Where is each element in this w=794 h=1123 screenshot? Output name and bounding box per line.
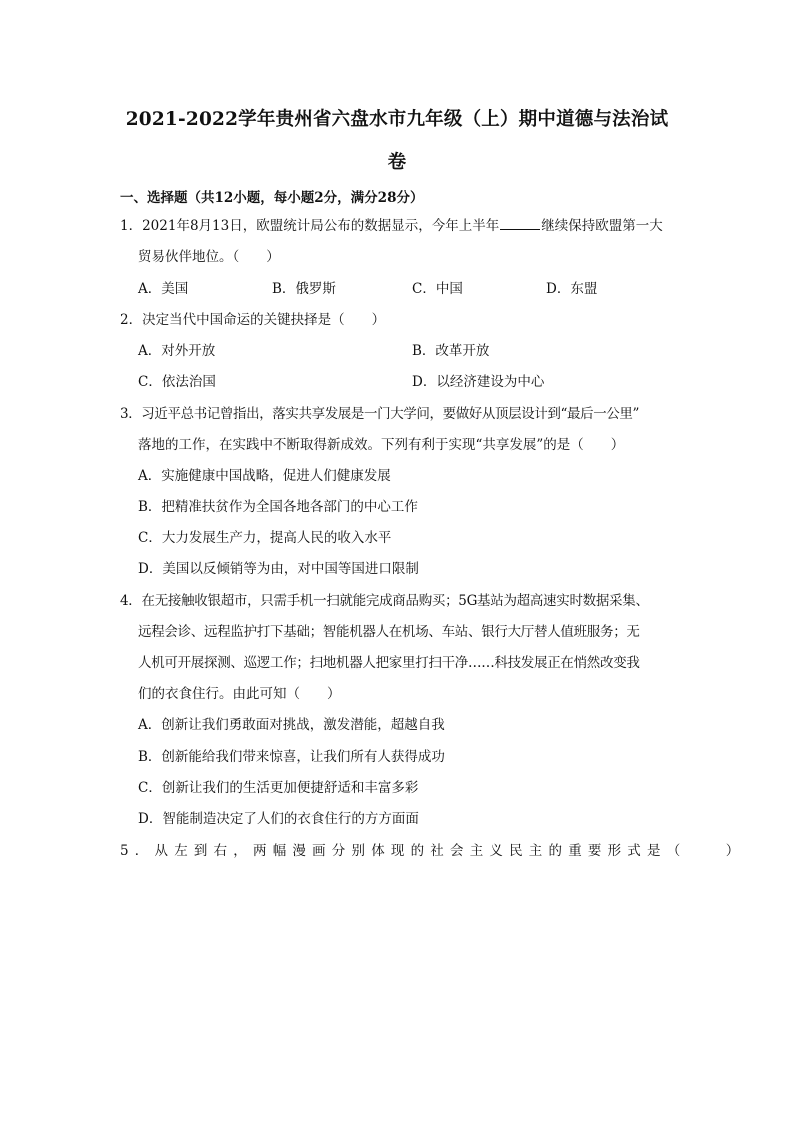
- question-4-stem-line-2: 远程会诊、远程监护打下基础；智能机器人在机场、车站、银行大厅替人值班服务；无: [138, 624, 640, 640]
- question-2-option-d: D．以经济建设为中心: [412, 374, 545, 390]
- answer-blank: [500, 217, 540, 230]
- question-4-option-d: D．智能制造决定了人们的衣食住行的方方面面: [138, 811, 419, 827]
- question-3-option-c: C．大力发展生产力，提高人民的收入水平: [138, 530, 392, 546]
- question-4-option-c: C．创新让我们的生活更加便捷舒适和丰富多彩: [138, 780, 419, 796]
- question-4-stem-line-4: 们的衣食住行。由此可知（ ）: [138, 686, 341, 702]
- question-3-option-b: B．把精准扶贫作为全国各地各部门的中心工作: [138, 499, 418, 515]
- question-2-option-a: A．对外开放: [138, 343, 216, 359]
- question-4-option-b: B．创新能给我们带来惊喜，让我们所有人获得成功: [138, 749, 445, 765]
- question-4-stem-line-3: 人机可开展探测、巡逻工作；扫地机器人把家里打扫干净……科技发展正在悄然改变我: [138, 655, 640, 671]
- question-4-stem: 4．在无接触收银超市，只需手机一扫就能完成商品购买；5G基站为超高速实时数据采集、: [120, 593, 649, 609]
- question-1-option-d: D．东盟: [546, 281, 598, 297]
- question-1-text-after-blank: 继续保持欧盟第一大: [541, 218, 663, 234]
- exam-title: 2021-2022学年贵州省六盘水市九年级（上）期中道德与法治试: [125, 109, 669, 130]
- question-1-option-c: C．中国: [412, 281, 463, 297]
- question-2-stem: 2．决定当代中国命运的关键抉择是（ ）: [120, 312, 386, 328]
- question-5-stem: 5．从左到右，两幅漫画分别体现的社会主义民主的重要形式是（ ）: [120, 843, 746, 859]
- question-3-stem: 3．习近平总书记曾指出，落实共享发展是一门大学问，要做好从顶层设计到“最后一公里”: [120, 406, 639, 422]
- question-1-stem: [120, 217, 663, 235]
- question-3-stem-continued: 落地的工作，在实践中不断取得新成效。下列有利于实现“共享发展”的是（ ）: [138, 437, 625, 453]
- question-4-option-a: A．创新让我们勇敢面对挑战，激发潜能，超越自我: [138, 717, 445, 733]
- question-1-option-b: B．俄罗斯: [272, 281, 336, 297]
- question-1-text-before-blank: 1．2021年8月13日，欧盟统计局公布的数据显示，今年上半年: [120, 218, 500, 234]
- question-2-option-b: B．改革开放: [412, 343, 490, 359]
- question-1-stem-continued: 贸易伙伴地位。（ ）: [138, 249, 280, 265]
- question-1-option-a: A．美国: [138, 281, 189, 297]
- section-heading-choice: 一、选择题（共12小题，每小题2分，满分28分）: [120, 190, 424, 206]
- question-2-option-c: C．依法治国: [138, 374, 216, 390]
- question-3-option-d: D．美国以反倾销等为由，对中国等国进口限制: [138, 561, 419, 577]
- question-3-option-a: A．实施健康中国战略，促进人们健康发展: [138, 468, 391, 484]
- exam-title-continued: 卷: [387, 152, 407, 173]
